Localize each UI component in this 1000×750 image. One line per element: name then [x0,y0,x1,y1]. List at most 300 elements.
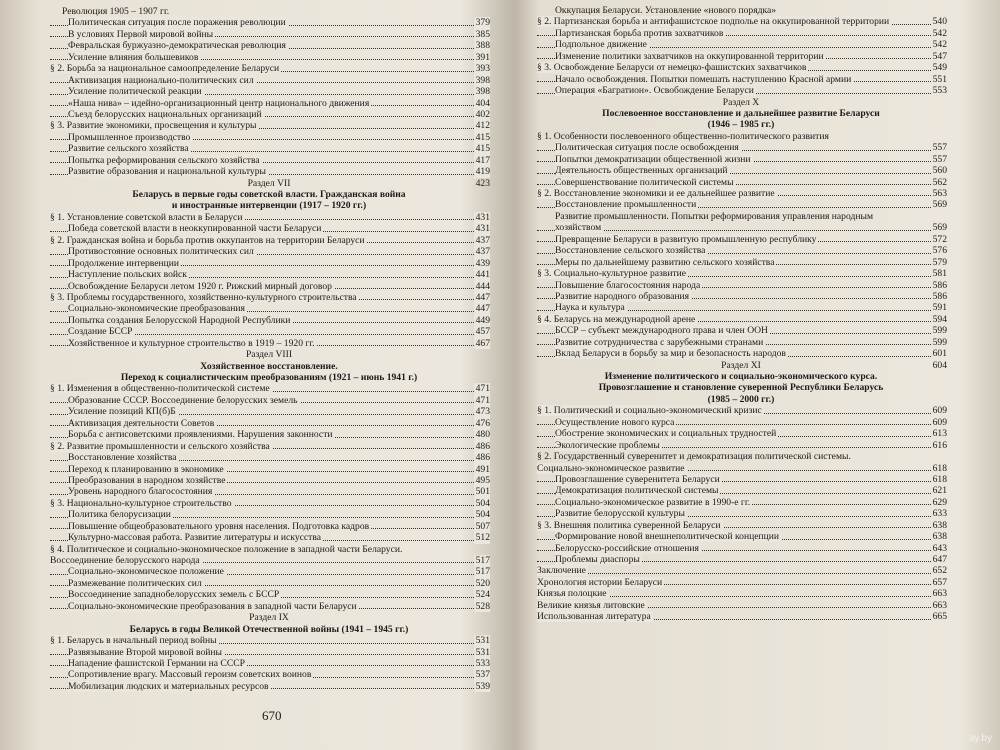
toc-entry-title: Мобилизация людских и материальных ресурсов [68,680,269,692]
toc-entry [537,497,947,508]
toc-entry-title: Активизация национально-политических сил [68,74,254,86]
toc-entry [50,166,490,177]
toc-entry-title: БССР – субъект международного права и член ООН [555,325,768,337]
toc-entry-page: 524 [475,589,490,601]
toc-entry-page: 504 [475,497,490,509]
toc-entry-title: Сопротивление врагу. Массовый героизм советских воинов [68,669,312,681]
toc-entry [50,86,490,97]
toc-entry-page: 437 [475,234,490,246]
toc-entry [537,74,947,85]
toc-entry [537,131,947,142]
toc-entry-page: 486 [475,440,490,452]
toc-entry-page: 444 [475,280,490,292]
toc-entry [50,681,490,692]
toc-entry-title: Князья полоцкие [537,588,607,600]
toc-entry-title: Раздел XI [721,359,761,371]
toc-entry [537,39,947,50]
toc-entry-page: 553 [932,85,947,97]
toc-entry-title: Формирование новой внешнеполитической концепции [555,531,780,543]
toc-entry [537,257,947,268]
toc-entry-page: 415 [475,143,490,155]
toc-entry-title: Попытка создания Белорусской Народной Республики [68,314,291,326]
toc-entry-title: Февральская буржуазно-демократическая революция [68,40,286,52]
toc-entry-page: 431 [475,223,490,235]
toc-entry-page: 471 [475,383,490,395]
toc-entry-page: 439 [475,257,490,269]
toc-entry-page: 547 [932,50,947,62]
toc-entry [537,325,947,336]
toc-entry-title: Развязывание Второй мировой войны [68,646,222,658]
toc-entry-page: 604 [932,359,947,371]
toc-entry-page: 417 [475,154,490,166]
toc-entry [537,302,947,313]
toc-entry [50,326,490,337]
toc-entry-title: Подпольное движение [555,39,647,51]
toc-entry [50,29,490,40]
toc-entry [50,647,490,658]
toc-entry-page: 618 [932,462,947,474]
toc-entry-page: 563 [932,188,947,199]
toc-entry-page: 480 [475,429,490,441]
toc-entry-page: 501 [475,486,490,498]
toc-entry-title: Демократизация политической системы [555,485,719,497]
toc-entry [50,155,490,166]
toc-entry-title: Развитие сотрудничества с зарубежными странами [555,336,764,348]
toc-entry-title: Воссоединение западнобелорусских земель с БССР [68,589,280,601]
toc-entry-page: 520 [475,577,490,589]
toc-entry [50,578,490,589]
toc-entry-page: 449 [475,314,490,326]
toc-entry-page: 419 [475,166,490,178]
toc-entry-page: 579 [932,256,947,268]
toc-entry [537,565,947,576]
toc-entry-page: 633 [932,508,947,520]
toc-entry-page: 398 [475,74,490,86]
toc-entry [537,280,947,291]
toc-entry-title: Экологические проблемы [555,439,660,451]
toc-entry-page: 542 [932,39,947,51]
toc-entry-title: § 1. Политический и социально-экономический кризис [537,405,762,417]
toc-entry-title: Начало освобождения. Попытки помешать наступлению Красной армии [555,73,852,85]
toc-entry-page: 562 [932,176,947,188]
toc-entry [537,543,947,554]
toc-entry [537,291,947,302]
toc-entry-title: и иностранные интервенции (1917 – 1920 гг.) [171,200,367,212]
toc-entry [537,463,947,474]
toc-entry-title: Восстановление промышленности [555,199,697,211]
toc-entry-page: 491 [475,463,490,475]
toc-entry-title: Беларусь в годы Великой Отечественной войны (1941 – 1945 гг.) [129,623,409,635]
toc-entry-title: (1946 – 1985 гг.) [707,119,775,131]
toc-entry-title: Преобразования в народном хозяйстве [68,474,226,486]
toc-entry [537,531,947,542]
toc-entry-title: Заключение [537,565,586,577]
toc-entry [50,635,490,646]
toc-entry-page: 599 [932,336,947,348]
toc-entry [50,452,490,463]
toc-entry [50,338,490,349]
toc-entry-title: § 2. Партизанская борьба и антифашистское подполье на оккупированной территории [537,16,890,28]
toc-entry-title: § 1. Беларусь в начальный период войны [50,635,217,647]
toc-entry-title: Проблемы диаспоры [555,554,640,565]
toc-entry-page: 609 [932,416,947,428]
toc-entry-title: § 3. Развитие экономики, просвещения и культуры [50,120,257,132]
toc-entry-page: 586 [932,279,947,291]
toc-entry-title: § 3. Национально-культурное строительство [50,497,232,509]
toc-entry-title: Повышение общеобразовательного уровня населения. Подготовка кадров [68,520,370,532]
toc-entry-page: 517 [475,555,490,566]
toc-entry-title: (1985 – 2000 гг.) [707,393,775,405]
toc-entry-page: 551 [932,73,947,85]
toc-entry-page: 647 [932,554,947,565]
toc-entry [50,406,490,417]
toc-entry-title: Осуществление нового курса [555,416,675,428]
toc-entry-title: «Наша нива» – идейно-организационный центр национального движения [68,97,370,109]
toc-entry [50,486,490,497]
toc-entry-page: 441 [475,269,490,281]
toc-entry [50,40,490,51]
toc-entry-title: Размежевание политических сил [68,577,202,589]
toc-entry-page: 504 [475,509,490,521]
toc-entry-title: Нападение фашистской Германии на СССР [68,657,245,669]
toc-entry-page: 569 [932,222,947,234]
toc-entry-title: § 4. Политическое и социально-экономическое положение в западной части Беларуси. [50,543,403,555]
toc-entry-page: 471 [475,394,490,406]
toc-entry [50,292,490,303]
toc-entry-page: 402 [475,108,490,120]
toc-entry [50,555,490,566]
toc-entry-page: 447 [475,291,490,303]
toc-entry-page: 542 [932,27,947,39]
toc-entry-title: Создание БССР [68,326,133,338]
toc-entry-title: Революция 1905 – 1907 гг. [62,6,170,17]
toc-entry-page: 431 [475,211,490,223]
toc-entry-title: Социально-экономические преобразования [68,303,245,315]
toc-entry-page: 467 [475,337,490,349]
toc-entry [50,658,490,669]
toc-entry-page: 594 [932,313,947,325]
toc-entry-page: 569 [932,199,947,211]
toc-entry-title: § 3. Проблемы государственного, хозяйственно-культурного строительства [50,291,357,303]
toc-entry [50,246,490,257]
toc-entry-title: Усиление политической реакции [68,86,202,98]
toc-entry [50,143,490,154]
toc-entry-title: Раздел X [722,96,760,108]
toc-entry [537,382,947,393]
toc-entry [50,189,490,200]
toc-entry [537,600,947,611]
toc-entry [537,62,947,73]
toc-entry [50,303,490,314]
toc-entry-title: § 2. Развитие промышленности и сельского хозяйства [50,440,270,452]
toc-entry-title: Обострение экономических и социальных трудностей [555,428,777,440]
toc-entry-title: Раздел VII [247,177,291,189]
toc-entry [537,16,947,27]
toc-entry-title: Изменение политического и социально-экономического курса. [604,371,878,382]
toc-entry-title: Переход к планированию в экономике [68,463,224,475]
toc-entry [537,28,947,39]
toc-entry [537,245,947,256]
toc-entry [50,200,490,211]
toc-entry-page: 549 [932,62,947,74]
toc-entry [537,611,947,622]
watermark: ay.by [968,733,992,744]
toc-entry-page: 476 [475,417,490,429]
toc-entry [537,165,947,176]
toc-entry [50,532,490,543]
toc-entry-title: Победа советской власти в неоккупированной части Беларуси [68,223,322,235]
toc-entry-page: 613 [932,428,947,440]
toc-entry-page: 495 [475,474,490,486]
toc-entry-title: Провозглашение суверенитета Беларуси [555,473,720,485]
toc-entry [50,63,490,74]
toc-entry [50,601,490,612]
toc-entry [50,372,490,383]
toc-entry [50,589,490,600]
toc-entry-page: 663 [932,599,947,611]
toc-entry-page: 379 [475,17,490,29]
toc-entry-page: 560 [932,165,947,177]
toc-entry [50,464,490,475]
toc-entry-page: 591 [932,302,947,314]
toc-entry [537,177,947,188]
toc-entry [537,188,947,199]
toc-entry-title: Беларусь в первые годы советской власти. Гражданская война [132,189,406,200]
toc-entry [537,371,947,382]
toc-entry-page: 643 [932,542,947,554]
toc-entry [50,441,490,452]
toc-entry-page: 572 [932,233,947,245]
toc-entry-title: Противостояние основных политических сил [68,246,254,258]
toc-entry [537,417,947,428]
toc-entry [50,178,490,189]
toc-entry [537,577,947,588]
toc-entry-title: Социально-экономическое развитие в 1990-е гг. [555,496,751,508]
toc-entry-title: Восстановление сельского хозяйства [555,245,706,257]
toc-entry [537,108,947,119]
toc-entry-title: Развитие образования и национальной культуры [68,166,266,178]
toc-entry-page: 391 [475,51,490,63]
toc-entry-title: § 3. Освобождение Беларуси от немецко-фашистских захватчиков [537,62,807,74]
toc-entry-page: 609 [932,405,947,417]
toc-entry-title: § 2. Борьба за национальное самоопределение Беларуси [50,63,280,75]
toc-entry-page: 586 [932,290,947,302]
toc-entry [50,429,490,440]
toc-entry-title: Политическая ситуация после освобождения [555,142,739,154]
toc-entry [50,6,490,17]
toc-entry [50,544,490,555]
toc-entry [537,119,947,130]
toc-entry-title: Восстановление хозяйства [68,452,177,464]
toc-entry-page: 629 [932,496,947,508]
toc-entry-title: Социально-экономические преобразования в западной части Беларуси [68,600,357,612]
toc-entry [537,268,947,279]
toc-entry [537,520,947,531]
toc-entry-title: Борьба с антисоветскими проявлениями. Нарушения законности [68,429,333,441]
toc-entry [50,235,490,246]
toc-entry-title: § 2. Восстановление экономики и ее дальнейшее развитие [537,188,775,199]
toc-entry-title: Активизация деятельности Советов [68,417,215,429]
toc-entry-title: хозяйством [555,222,602,234]
toc-entry-title: Изменение политики захватчиков на оккупированной территории [555,50,824,62]
toc-entry [537,142,947,153]
toc-entry-title: Совершенствование политической системы [555,176,734,188]
toc-entry [537,485,947,496]
toc-entry-page: 437 [475,246,490,258]
toc-entry [50,223,490,234]
toc-entry [537,234,947,245]
toc-entry-title: § 1. Изменения в общественно-политической системе [50,383,270,395]
toc-entry [50,498,490,509]
toc-entry-page: 486 [475,452,490,464]
toc-entry-title: § 2. Государственный суверенитет и демократизация политической системы. [537,451,851,463]
toc-entry-title: Образование СССР. Воссоединение белорусских земель [68,394,298,406]
toc-entry-title: Политическая ситуация после поражения революции [68,17,286,29]
toc-entry-page: 423 [475,177,490,189]
toc-entry [50,349,490,360]
toc-entry [537,451,947,462]
toc-entry [537,154,947,165]
toc-entry-page: 618 [932,473,947,485]
toc-entry-page: 657 [932,576,947,588]
toc-entry [537,588,947,599]
toc-entry [537,314,947,325]
toc-entry-page: 385 [475,28,490,40]
toc-entry-title: Использованная литература [537,611,651,623]
toc-entry-title: Развитие народного образования [555,290,690,302]
toc-entry [537,360,947,371]
toc-entry-title: Вклад Беларуси в борьбу за мир и безопасность народов [555,348,786,360]
toc-entry [537,85,947,96]
toc-entry-page: 507 [475,520,490,532]
toc-entry-title: Белорусско-российские отношения [555,542,699,554]
toc-entry-title: Повышение благосостояния народа [555,279,701,291]
toc-entry-page: 528 [475,600,490,612]
toc-entry-page: 539 [475,680,490,692]
toc-entry-title: Уровень народного благосостояния [68,486,213,498]
toc-entry-title: Великие князья литовские [537,599,645,611]
toc-entry-page: 621 [932,485,947,497]
toc-entry-page: 638 [932,519,947,531]
toc-entry-title: Промышленное производство [68,131,191,143]
toc-entry-page: 557 [932,142,947,154]
toc-entry-page: 517 [475,566,490,578]
toc-entry [50,475,490,486]
toc-entry-title: Социально-экономическое положение [68,566,224,578]
toc-entry [50,566,490,577]
toc-entry-page: 393 [475,63,490,75]
toc-entry-title: Провозглашение и становление суверенной Республики Беларусь [598,382,884,394]
toc-entry-page: 415 [475,131,490,143]
toc-entry [50,361,490,372]
toc-entry [50,17,490,28]
toc-entry-page: 388 [475,40,490,52]
toc-entry [50,418,490,429]
toc-entry-page: 663 [932,588,947,600]
toc-entry [537,474,947,485]
toc-entry [50,52,490,63]
toc-entry [50,612,490,623]
toc-entry-title: Хронология истории Беларуси [537,576,663,588]
toc-entry-title: Операция «Багратион». Освобождение Беларуси [555,85,754,97]
toc-entry-page: 447 [475,303,490,315]
toc-entry-page: 404 [475,97,490,109]
toc-entry [50,624,490,635]
page-number: 670 [262,708,282,723]
toc-entry-page: 398 [475,86,490,98]
toc-entry [50,669,490,680]
toc-entry-title: Усиление влияния большевиков [68,51,199,63]
toc-entry [537,222,947,233]
toc-entry-title: Переход к социалистическим преобразованиям (1921 – июнь 1941 г.) [120,372,418,383]
toc-entry [50,258,490,269]
toc-entry-title: § 1. Особенности послевоенного общественно-политического развития [537,130,829,142]
toc-entry [50,315,490,326]
toc-entry-title: Культурно-массовая работа. Развитие литературы и искусства [68,532,321,544]
right-page-toc [537,5,947,623]
toc-entry [50,75,490,86]
toc-entry-title: Съезд белорусских национальных организаций [68,108,262,120]
toc-entry-title: Освобождение Беларуси летом 1920 г. Рижский мирный договор [68,280,332,292]
toc-entry-title: Наступление польских войск [68,269,187,281]
toc-entry-page: 599 [932,325,947,337]
toc-entry-title: Социально-экономическое развитие [537,462,685,474]
toc-entry-page: 531 [475,646,490,658]
toc-entry-page: 616 [932,439,947,451]
toc-entry-title: Политика белорусизации [68,509,171,521]
toc-entry-page: 581 [932,268,947,280]
toc-entry-page: 473 [475,406,490,418]
toc-entry-title: В условиях Первой мировой войны [68,28,214,40]
toc-entry-page: 531 [475,635,490,647]
toc-entry-page: 533 [475,657,490,669]
toc-entry [537,211,947,222]
toc-entry-title: § 1. Установление советской власти в Беларуси [50,211,243,223]
toc-entry [50,269,490,280]
toc-entry [537,199,947,210]
toc-entry-title: Развитие белорусской культуры [555,508,685,520]
toc-entry [537,428,947,439]
toc-entry [537,554,947,565]
toc-entry [50,383,490,394]
toc-entry-page: 601 [932,348,947,360]
toc-entry-title: Хозяйственное и культурное строительство в 1919 – 1920 гг. [68,337,315,349]
toc-entry [537,348,947,359]
toc-entry [50,132,490,143]
toc-entry [537,5,947,16]
toc-entry [50,281,490,292]
toc-entry-title: Усиление позиций КП(б)Б [68,406,176,418]
toc-entry-title: Раздел VIII [245,349,293,361]
toc-entry-title: Деятельность общественных организаций [555,165,728,177]
toc-entry [50,509,490,520]
toc-entry-title: Развитие сельского хозяйства [68,143,189,155]
toc-entry-title: § 2. Гражданская война и борьба против оккупантов на территории Беларуси [50,234,365,246]
toc-entry [50,521,490,532]
toc-entry-title: § 4. Беларусь на международной арене [537,313,696,325]
toc-entry-title: Развитие промышленности. Попытки реформирования управления народным [555,210,874,222]
toc-entry-page: 576 [932,245,947,257]
toc-entry [537,508,947,519]
toc-entry [537,51,947,62]
toc-entry-title: Попытка реформирования сельского хозяйства [68,154,260,166]
toc-entry [537,394,947,405]
toc-entry-title: Превращение Беларуси в развитую промышленную республику [555,233,817,245]
toc-entry-page: 638 [932,531,947,543]
left-page-toc [50,6,490,692]
toc-entry [50,120,490,131]
toc-entry-title: Воссоединение белорусского народа [50,555,200,566]
